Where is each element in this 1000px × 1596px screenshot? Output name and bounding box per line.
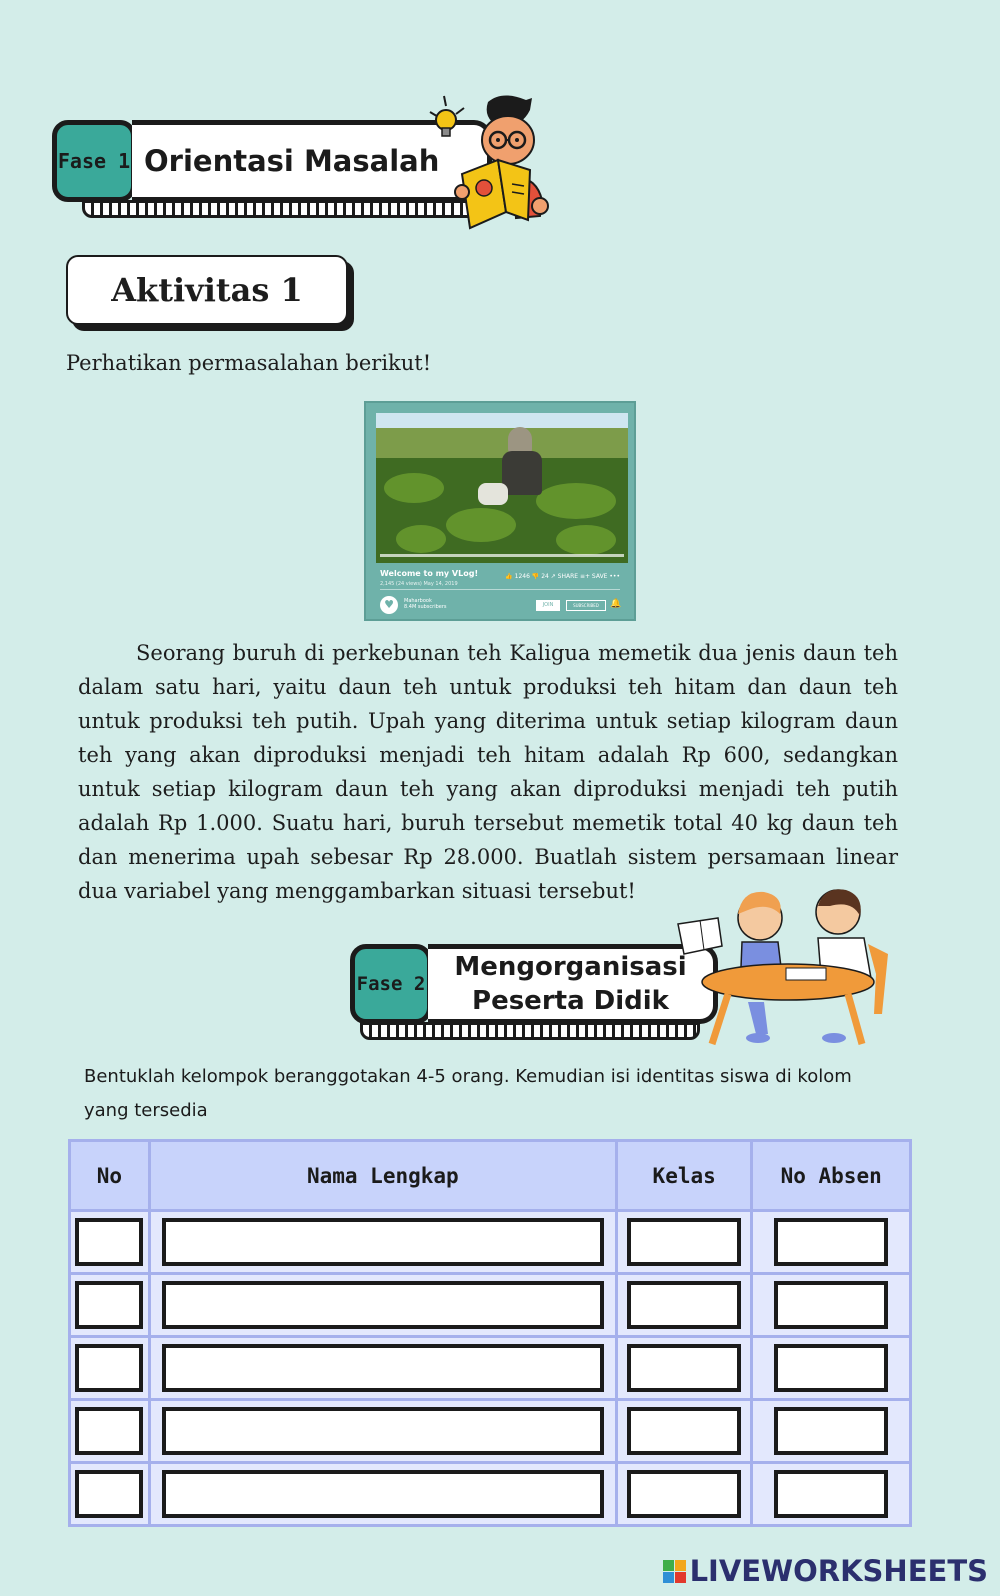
- video-divider: [380, 589, 620, 590]
- fase2-title-line2: Peserta Didik: [472, 986, 669, 1016]
- absen-input[interactable]: [774, 1344, 888, 1392]
- absen-input[interactable]: [774, 1218, 888, 1266]
- bell-icon[interactable]: 🔔: [610, 599, 622, 609]
- nama-input[interactable]: [162, 1344, 604, 1392]
- liveworksheets-logo[interactable]: [663, 1554, 988, 1588]
- film-strip: [360, 1022, 700, 1040]
- header-no: No: [70, 1141, 150, 1211]
- table-row: [70, 1211, 911, 1274]
- kelas-input[interactable]: [627, 1344, 741, 1392]
- problem-story: [78, 636, 898, 908]
- tea-picker-figure: [498, 427, 550, 507]
- video-meta: 2,145 (24 views) May 14, 2019: [380, 581, 458, 587]
- video-actions[interactable]: 👍 1246 👎 24 ↗ SHARE ≡+ SAVE •••: [505, 573, 620, 580]
- aktivitas-label: Aktivitas 1: [66, 255, 348, 325]
- nama-input[interactable]: [162, 1218, 604, 1266]
- video-channel: [404, 598, 447, 610]
- nama-input[interactable]: [162, 1470, 604, 1518]
- reading-kid-illustration: [422, 88, 552, 233]
- no-input[interactable]: [75, 1281, 143, 1329]
- video-thumbnail[interactable]: [376, 413, 628, 563]
- channel-name: Maharbook: [404, 598, 432, 604]
- header-kelas: Kelas: [616, 1141, 751, 1211]
- absen-input[interactable]: [774, 1281, 888, 1329]
- fase2-title-line1: Mengorganisasi: [454, 952, 687, 982]
- nama-input[interactable]: [162, 1281, 604, 1329]
- join-button[interactable]: JOIN: [536, 600, 560, 611]
- video-title: Welcome to my VLog!: [380, 569, 479, 578]
- no-input[interactable]: [75, 1470, 143, 1518]
- table-row: [70, 1463, 911, 1526]
- fase2-banner: [350, 944, 910, 1054]
- group-instruction: Bentuklah kelompok beranggotakan 4-5 orang. Kemudian isi identitas siswa di kolom yang tersedia: [84, 1066, 852, 1121]
- study-kids-illustration: [668, 884, 898, 1054]
- fase1-banner: [52, 120, 552, 230]
- liveworksheets-mark-icon: [663, 1560, 686, 1583]
- heart-icon: ♥: [380, 596, 398, 614]
- liveworksheets-brand: LIVEWORKSHEETS: [689, 1554, 988, 1588]
- subscribe-button[interactable]: SUBSCRIBED: [566, 600, 606, 611]
- fase1-badge: Fase 1: [52, 120, 136, 202]
- intro-text: Perhatikan permasalahan berikut!: [66, 351, 432, 375]
- video-progress-bar[interactable]: [380, 554, 624, 557]
- video-card: [364, 401, 636, 621]
- table-row: [70, 1400, 911, 1463]
- kelas-input[interactable]: [627, 1218, 741, 1266]
- absen-input[interactable]: [774, 1470, 888, 1518]
- kelas-input[interactable]: [627, 1470, 741, 1518]
- no-input[interactable]: [75, 1218, 143, 1266]
- student-identity-table: [68, 1139, 912, 1527]
- channel-subscribers: 8.4M subscribers: [404, 604, 447, 610]
- kelas-input[interactable]: [627, 1281, 741, 1329]
- table-row: [70, 1337, 911, 1400]
- fase2-badge: Fase 2: [350, 944, 432, 1024]
- fase1-title: Orientasi Masalah: [132, 120, 492, 202]
- header-nama-lengkap: Nama Lengkap: [149, 1141, 616, 1211]
- header-no-absen: No Absen: [752, 1141, 911, 1211]
- nama-input[interactable]: [162, 1407, 604, 1455]
- story-paragraph: Seorang buruh di perkebunan teh Kaligua memetik dua jenis daun teh dalam satu hari, yaitu daun teh untuk produksi teh hitam dan daun teh untuk produksi teh putih. Upah yang diterima untuk setiap kilogram daun teh yang akan diproduksi menjadi teh hitam adalah Rp 600, sedangkan untuk setiap kilogram daun teh yang akan diproduksi menjadi teh putih adalah Rp 1.000. Suatu hari, buruh tersebut memetik total 40 kg daun teh dan menerima upah sebesar Rp 28.000. Buatlah sistem persamaan linear dua variabel yang menggambarkan situasi tersebut!: [78, 641, 898, 903]
- no-input[interactable]: [75, 1407, 143, 1455]
- table-row: [70, 1274, 911, 1337]
- absen-input[interactable]: [774, 1407, 888, 1455]
- kelas-input[interactable]: [627, 1407, 741, 1455]
- no-input[interactable]: [75, 1344, 143, 1392]
